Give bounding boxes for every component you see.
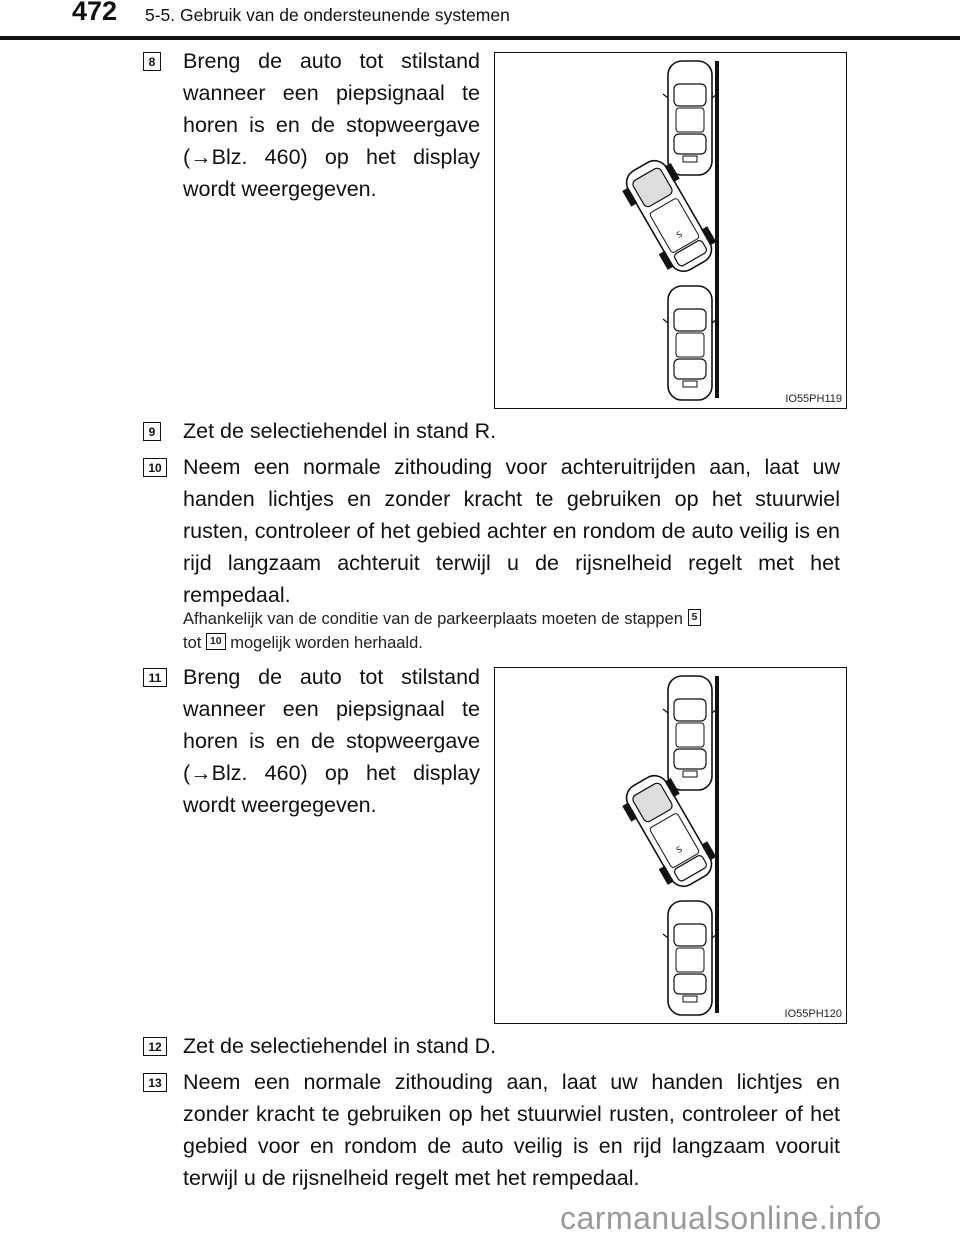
step-9-text: Zet de selectiehendel in stand R.	[183, 419, 497, 443]
page-number: 472	[72, 0, 118, 26]
watermark-link[interactable]: carmanualsonline.info	[560, 1200, 882, 1236]
step-number-13: 13	[143, 1073, 167, 1092]
svg-text:S: S	[674, 844, 684, 856]
figure-code: IO55PH119	[785, 393, 842, 405]
front-parked-car	[663, 676, 717, 790]
step-number-12: 12	[143, 1037, 167, 1056]
step-11-text: Breng de auto tot stilstand wanneer een piepsignaal te horen is en de stopweergave (→Blz. 460) op het display wordt weergegeven.	[183, 665, 480, 817]
note-step-ref-from: 5	[688, 609, 702, 626]
front-parked-car	[663, 61, 717, 175]
svg-text:S: S	[674, 229, 684, 241]
rear-parked-car	[663, 286, 717, 400]
repeat-note	[183, 607, 840, 655]
parking-diagram-2	[495, 668, 848, 1025]
parking-illustration-1	[494, 52, 847, 409]
step-13-text: Neem een normale zithouding aan, laat uw handen lichtjes en zonder kracht te gebruiken op het stuurwiel rusten, controleer of het gebied voor en rondom de auto veilig is en rijd langzaam vooruit terwijl u de rijsnelheid regelt met het rempedaal.	[183, 1070, 840, 1190]
step-number-8: 8	[143, 52, 161, 71]
step-number-11: 11	[143, 668, 167, 687]
step-8-text: Breng de auto tot stilstand wanneer een piepsignaal te horen is en de stopweergave (→Blz. 460) op het display wordt weergegeven.	[183, 49, 480, 201]
step-number-9: 9	[143, 422, 161, 441]
step-12-text: Zet de selectiehendel in stand D.	[183, 1034, 497, 1058]
section-title: 5-5. Gebruik van de ondersteunende systemen	[145, 5, 510, 25]
figure-code: IO55PH120	[784, 1008, 842, 1020]
step-number-10: 10	[143, 458, 167, 477]
parking-illustration-2	[494, 667, 847, 1024]
parking-diagram-1	[495, 53, 848, 410]
note-text-2: tot	[183, 634, 202, 652]
step-10-text: Neem een normale zithouding voor achteruitrijden aan, laat uw handen lichtjes en zonder kracht te gebruiken op het stuurwiel rusten, controleer of het gebied achter en rondom de auto veilig is en rijd langzaam achteruit terwijl u de rijsnelheid regelt met het rempedaal.	[183, 455, 840, 607]
note-text-1: Afhankelijk van de conditie van de parkeerplaats moeten de stappen	[183, 610, 683, 628]
header-divider	[0, 36, 960, 40]
note-text-3: mogelijk worden herhaald.	[230, 634, 423, 652]
rear-parked-car	[663, 901, 717, 1015]
note-step-ref-to: 10	[206, 633, 226, 650]
